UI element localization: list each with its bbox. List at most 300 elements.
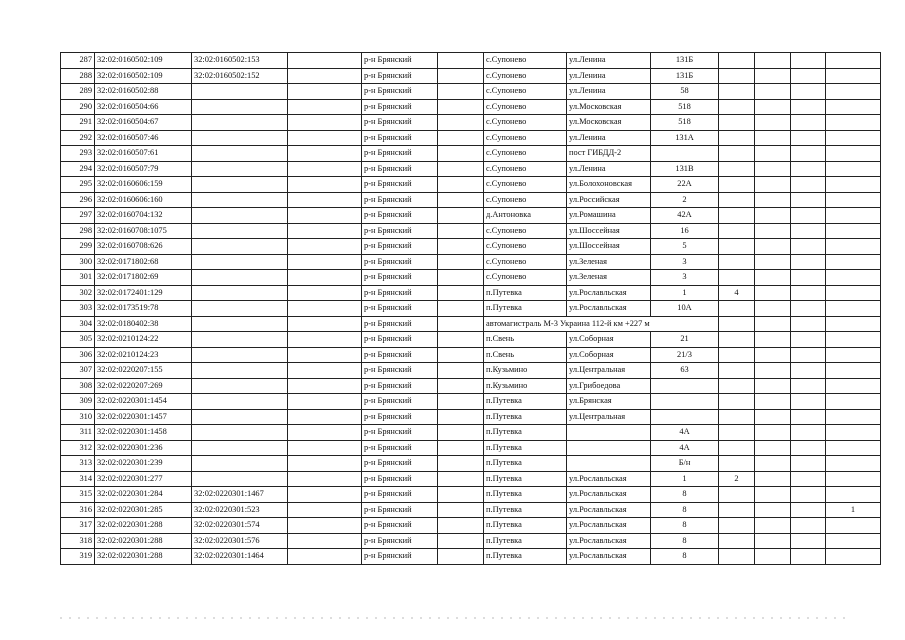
cell-locality: с.Супонево bbox=[484, 99, 567, 115]
cell-blank-col-2 bbox=[438, 161, 484, 177]
cell-blank-col bbox=[288, 115, 362, 131]
cell-district: р-н Брянский bbox=[362, 53, 438, 69]
cell-street: ул.Ленина bbox=[567, 130, 651, 146]
cell-street bbox=[567, 456, 651, 472]
cell-locality: с.Супонево bbox=[484, 177, 567, 193]
cell-linked-cadastral-number: 32:02:0160502:152 bbox=[192, 68, 288, 84]
cell-extra-col-1 bbox=[719, 270, 755, 286]
cell-extra-col-4 bbox=[826, 285, 881, 301]
cell-extra-col-2 bbox=[755, 84, 791, 100]
cell-locality: п.Путевка bbox=[484, 518, 567, 534]
table-body bbox=[61, 53, 881, 565]
cell-extra-col-1 bbox=[719, 332, 755, 348]
table-row bbox=[61, 177, 881, 193]
cell-blank-col-2 bbox=[438, 409, 484, 425]
cell-blank-col-2 bbox=[438, 502, 484, 518]
cell-blank-col bbox=[288, 239, 362, 255]
cell-extra-col-4 bbox=[826, 533, 881, 549]
cell-district: р-н Брянский bbox=[362, 270, 438, 286]
cell-extra-col-1 bbox=[719, 425, 755, 441]
cell-row-number: 290 bbox=[61, 99, 95, 115]
cell-extra-col-4 bbox=[826, 208, 881, 224]
cell-district: р-н Брянский bbox=[362, 146, 438, 162]
cell-district: р-н Брянский bbox=[362, 99, 438, 115]
cell-blank-col-2 bbox=[438, 332, 484, 348]
cell-blank-col bbox=[288, 549, 362, 565]
cell-blank-col bbox=[288, 456, 362, 472]
cell-row-number: 315 bbox=[61, 487, 95, 503]
cell-linked-cadastral-number: 32:02:0220301:574 bbox=[192, 518, 288, 534]
table-row bbox=[61, 549, 881, 565]
cell-extra-col-1 bbox=[719, 208, 755, 224]
cell-cadastral-number: 32:02:0210124:22 bbox=[95, 332, 192, 348]
cell-linked-cadastral-number bbox=[192, 363, 288, 379]
cell-cadastral-number: 32:02:0220301:1454 bbox=[95, 394, 192, 410]
cell-cadastral-number: 32:02:0220301:284 bbox=[95, 487, 192, 503]
cell-extra-col-2 bbox=[755, 316, 791, 332]
cell-cadastral-number: 32:02:0172401:129 bbox=[95, 285, 192, 301]
cell-extra-col-4 bbox=[826, 115, 881, 131]
cell-extra-col-3 bbox=[791, 378, 826, 394]
cell-district: р-н Брянский bbox=[362, 425, 438, 441]
cell-locality: п.Путевка bbox=[484, 471, 567, 487]
cell-cadastral-number: 32:02:0220301:285 bbox=[95, 502, 192, 518]
cell-street: ул.Центральная bbox=[567, 409, 651, 425]
table-row bbox=[61, 316, 881, 332]
cell-extra-col-3 bbox=[791, 440, 826, 456]
cell-row-number: 311 bbox=[61, 425, 95, 441]
cell-cadastral-number: 32:02:0160507:46 bbox=[95, 130, 192, 146]
cell-cadastral-number: 32:02:0220301:1457 bbox=[95, 409, 192, 425]
cell-street: ул.Рославльская bbox=[567, 285, 651, 301]
cell-locality: автомагистраль М-3 Украина 112-й км +227 м bbox=[484, 316, 719, 332]
cell-extra-col-3 bbox=[791, 192, 826, 208]
cell-extra-col-4 bbox=[826, 409, 881, 425]
cell-row-number: 293 bbox=[61, 146, 95, 162]
cell-linked-cadastral-number bbox=[192, 378, 288, 394]
cell-cadastral-number: 32:02:0220207:155 bbox=[95, 363, 192, 379]
cell-district: р-н Брянский bbox=[362, 332, 438, 348]
cell-extra-col-2 bbox=[755, 471, 791, 487]
cell-house-number bbox=[651, 394, 719, 410]
cell-cadastral-number: 32:02:0220301:239 bbox=[95, 456, 192, 472]
cell-cadastral-number: 32:02:0160504:66 bbox=[95, 99, 192, 115]
cell-extra-col-4 bbox=[826, 487, 881, 503]
table-row bbox=[61, 53, 881, 69]
cell-blank-col bbox=[288, 254, 362, 270]
cell-row-number: 299 bbox=[61, 239, 95, 255]
cell-house-number: 131Б bbox=[651, 68, 719, 84]
cell-extra-col-2 bbox=[755, 409, 791, 425]
table-row bbox=[61, 146, 881, 162]
cell-extra-col-1 bbox=[719, 146, 755, 162]
cell-blank-col bbox=[288, 394, 362, 410]
cell-linked-cadastral-number bbox=[192, 208, 288, 224]
cell-extra-col-1 bbox=[719, 316, 755, 332]
cell-district: р-н Брянский bbox=[362, 502, 438, 518]
cell-district: р-н Брянский bbox=[362, 161, 438, 177]
table-row bbox=[61, 192, 881, 208]
cell-extra-col-3 bbox=[791, 549, 826, 565]
cell-extra-col-3 bbox=[791, 409, 826, 425]
cell-extra-col-4 bbox=[826, 456, 881, 472]
cell-blank-col bbox=[288, 363, 362, 379]
cell-row-number: 317 bbox=[61, 518, 95, 534]
cell-cadastral-number: 32:02:0160502:109 bbox=[95, 53, 192, 69]
cell-cadastral-number: 32:02:0173519:78 bbox=[95, 301, 192, 317]
cell-extra-col-1 bbox=[719, 84, 755, 100]
cell-extra-col-1 bbox=[719, 363, 755, 379]
cell-extra-col-1 bbox=[719, 53, 755, 69]
cell-district: р-н Брянский bbox=[362, 115, 438, 131]
cell-house-number: 131Б bbox=[651, 53, 719, 69]
cell-cadastral-number: 32:02:0220301:236 bbox=[95, 440, 192, 456]
cell-blank-col-2 bbox=[438, 130, 484, 146]
cell-cadastral-number: 32:02:0160502:88 bbox=[95, 84, 192, 100]
cell-linked-cadastral-number bbox=[192, 146, 288, 162]
cell-extra-col-1: 4 bbox=[719, 285, 755, 301]
cell-blank-col bbox=[288, 84, 362, 100]
cell-locality: п.Путевка bbox=[484, 456, 567, 472]
cell-extra-col-3 bbox=[791, 316, 826, 332]
cell-blank-col-2 bbox=[438, 533, 484, 549]
cell-extra-col-3 bbox=[791, 99, 826, 115]
cell-extra-col-2 bbox=[755, 394, 791, 410]
cell-house-number: 518 bbox=[651, 115, 719, 131]
cell-extra-col-1 bbox=[719, 440, 755, 456]
cell-row-number: 301 bbox=[61, 270, 95, 286]
cell-locality: с.Супонево bbox=[484, 84, 567, 100]
cell-district: р-н Брянский bbox=[362, 394, 438, 410]
cell-extra-col-1 bbox=[719, 409, 755, 425]
cell-extra-col-2 bbox=[755, 487, 791, 503]
cell-locality: п.Свень bbox=[484, 332, 567, 348]
cell-extra-col-4 bbox=[826, 99, 881, 115]
cell-extra-col-3 bbox=[791, 84, 826, 100]
cell-extra-col-1 bbox=[719, 502, 755, 518]
cell-cadastral-number: 32:02:0160708:1075 bbox=[95, 223, 192, 239]
cell-extra-col-4 bbox=[826, 177, 881, 193]
cell-extra-col-3 bbox=[791, 425, 826, 441]
cell-extra-col-2 bbox=[755, 254, 791, 270]
cell-street: пост ГИБДД-2 bbox=[567, 146, 651, 162]
cell-extra-col-2 bbox=[755, 99, 791, 115]
cell-blank-col bbox=[288, 285, 362, 301]
table-row bbox=[61, 84, 881, 100]
cell-locality: п.Путевка bbox=[484, 533, 567, 549]
cell-extra-col-2 bbox=[755, 270, 791, 286]
cell-locality: п.Путевка bbox=[484, 549, 567, 565]
cell-linked-cadastral-number bbox=[192, 440, 288, 456]
cell-blank-col-2 bbox=[438, 471, 484, 487]
cell-extra-col-2 bbox=[755, 456, 791, 472]
cell-row-number: 292 bbox=[61, 130, 95, 146]
cell-blank-col bbox=[288, 378, 362, 394]
cell-district: р-н Брянский bbox=[362, 347, 438, 363]
cell-street bbox=[567, 425, 651, 441]
cell-extra-col-2 bbox=[755, 192, 791, 208]
cell-extra-col-4: 1 bbox=[826, 502, 881, 518]
scan-artifact-line bbox=[60, 617, 850, 619]
cell-extra-col-4 bbox=[826, 394, 881, 410]
cell-extra-col-1 bbox=[719, 99, 755, 115]
cell-extra-col-4 bbox=[826, 316, 881, 332]
cell-district: р-н Брянский bbox=[362, 285, 438, 301]
cell-cadastral-number: 32:02:0220301:288 bbox=[95, 518, 192, 534]
cell-street: ул.Рославльская bbox=[567, 487, 651, 503]
cell-locality: с.Супонево bbox=[484, 239, 567, 255]
cell-blank-col-2 bbox=[438, 270, 484, 286]
cell-house-number: 58 bbox=[651, 84, 719, 100]
cell-extra-col-1 bbox=[719, 68, 755, 84]
cell-row-number: 309 bbox=[61, 394, 95, 410]
cell-linked-cadastral-number bbox=[192, 161, 288, 177]
cell-blank-col-2 bbox=[438, 425, 484, 441]
cell-linked-cadastral-number bbox=[192, 84, 288, 100]
cell-street: ул.Рославльская bbox=[567, 471, 651, 487]
cell-blank-col-2 bbox=[438, 84, 484, 100]
cell-row-number: 312 bbox=[61, 440, 95, 456]
cell-linked-cadastral-number bbox=[192, 285, 288, 301]
cell-blank-col bbox=[288, 270, 362, 286]
cell-extra-col-3 bbox=[791, 161, 826, 177]
cell-house-number: 2 bbox=[651, 192, 719, 208]
cell-row-number: 289 bbox=[61, 84, 95, 100]
cell-extra-col-2 bbox=[755, 130, 791, 146]
cell-extra-col-1 bbox=[719, 223, 755, 239]
cell-house-number: 5 bbox=[651, 239, 719, 255]
cell-blank-col bbox=[288, 177, 362, 193]
cell-blank-col-2 bbox=[438, 347, 484, 363]
cell-extra-col-4 bbox=[826, 378, 881, 394]
table-row bbox=[61, 223, 881, 239]
cell-extra-col-4 bbox=[826, 301, 881, 317]
cell-row-number: 304 bbox=[61, 316, 95, 332]
cell-cadastral-number: 32:02:0160507:61 bbox=[95, 146, 192, 162]
cell-extra-col-4 bbox=[826, 223, 881, 239]
cell-linked-cadastral-number bbox=[192, 332, 288, 348]
cell-extra-col-4 bbox=[826, 440, 881, 456]
cell-locality: п.Путевка bbox=[484, 409, 567, 425]
cell-row-number: 313 bbox=[61, 456, 95, 472]
cell-street: ул.Рославльская bbox=[567, 549, 651, 565]
cell-extra-col-4 bbox=[826, 84, 881, 100]
cell-linked-cadastral-number bbox=[192, 270, 288, 286]
cell-row-number: 295 bbox=[61, 177, 95, 193]
cell-street: ул.Московская bbox=[567, 115, 651, 131]
cell-cadastral-number: 32:02:0220301:277 bbox=[95, 471, 192, 487]
cell-blank-col bbox=[288, 533, 362, 549]
cell-row-number: 310 bbox=[61, 409, 95, 425]
table-row bbox=[61, 471, 881, 487]
cell-street: ул.Рославльская bbox=[567, 533, 651, 549]
cell-linked-cadastral-number bbox=[192, 456, 288, 472]
cell-locality: п.Путевка bbox=[484, 301, 567, 317]
cell-street: ул.Соборная bbox=[567, 332, 651, 348]
cell-locality: п.Путевка bbox=[484, 440, 567, 456]
cell-street: ул.Московская bbox=[567, 99, 651, 115]
cell-extra-col-4 bbox=[826, 518, 881, 534]
cell-street: ул.Ленина bbox=[567, 161, 651, 177]
cell-extra-col-1 bbox=[719, 456, 755, 472]
cell-linked-cadastral-number bbox=[192, 177, 288, 193]
table-row bbox=[61, 394, 881, 410]
cell-linked-cadastral-number: 32:02:0220301:523 bbox=[192, 502, 288, 518]
cell-house-number bbox=[651, 409, 719, 425]
cell-row-number: 306 bbox=[61, 347, 95, 363]
cell-linked-cadastral-number bbox=[192, 409, 288, 425]
cell-house-number: Б/н bbox=[651, 456, 719, 472]
cell-extra-col-1 bbox=[719, 533, 755, 549]
cell-extra-col-3 bbox=[791, 239, 826, 255]
cell-cadastral-number: 32:02:0210124:23 bbox=[95, 347, 192, 363]
cell-row-number: 291 bbox=[61, 115, 95, 131]
cell-street: ул.Рославльская bbox=[567, 502, 651, 518]
cell-house-number: 131А bbox=[651, 130, 719, 146]
cell-extra-col-4 bbox=[826, 254, 881, 270]
cell-extra-col-3 bbox=[791, 533, 826, 549]
cell-extra-col-3 bbox=[791, 394, 826, 410]
cell-street: ул.Соборная bbox=[567, 347, 651, 363]
cell-street: ул.Ленина bbox=[567, 84, 651, 100]
cell-cadastral-number: 32:02:0160507:79 bbox=[95, 161, 192, 177]
cell-linked-cadastral-number bbox=[192, 192, 288, 208]
cell-locality: п.Путевка bbox=[484, 425, 567, 441]
cell-extra-col-1 bbox=[719, 487, 755, 503]
table-row bbox=[61, 285, 881, 301]
cell-blank-col bbox=[288, 146, 362, 162]
cell-blank-col bbox=[288, 347, 362, 363]
cell-extra-col-2 bbox=[755, 347, 791, 363]
cell-cadastral-number: 32:02:0220301:288 bbox=[95, 533, 192, 549]
cell-extra-col-2 bbox=[755, 177, 791, 193]
cell-linked-cadastral-number bbox=[192, 239, 288, 255]
cell-extra-col-2 bbox=[755, 533, 791, 549]
cell-blank-col bbox=[288, 301, 362, 317]
cell-extra-col-3 bbox=[791, 332, 826, 348]
cell-locality: с.Супонево bbox=[484, 254, 567, 270]
cell-house-number: 10А bbox=[651, 301, 719, 317]
cell-blank-col bbox=[288, 471, 362, 487]
table-row bbox=[61, 456, 881, 472]
cell-row-number: 294 bbox=[61, 161, 95, 177]
cell-linked-cadastral-number: 32:02:0220301:576 bbox=[192, 533, 288, 549]
cell-extra-col-2 bbox=[755, 223, 791, 239]
cell-extra-col-3 bbox=[791, 254, 826, 270]
cell-house-number: 1 bbox=[651, 471, 719, 487]
table-row bbox=[61, 347, 881, 363]
cell-blank-col-2 bbox=[438, 487, 484, 503]
cell-house-number: 518 bbox=[651, 99, 719, 115]
cell-row-number: 296 bbox=[61, 192, 95, 208]
cell-linked-cadastral-number bbox=[192, 301, 288, 317]
cell-row-number: 298 bbox=[61, 223, 95, 239]
cell-extra-col-1 bbox=[719, 254, 755, 270]
cell-linked-cadastral-number: 32:02:0220301:1464 bbox=[192, 549, 288, 565]
cell-district: р-н Брянский bbox=[362, 239, 438, 255]
cell-house-number: 21/3 bbox=[651, 347, 719, 363]
cell-linked-cadastral-number bbox=[192, 471, 288, 487]
cell-street: ул.Зеленая bbox=[567, 270, 651, 286]
cell-extra-col-4 bbox=[826, 270, 881, 286]
cell-extra-col-2 bbox=[755, 285, 791, 301]
cell-extra-col-2 bbox=[755, 549, 791, 565]
cell-street: ул.Брянская bbox=[567, 394, 651, 410]
cell-house-number: 131В bbox=[651, 161, 719, 177]
register-table-container bbox=[60, 52, 856, 565]
cell-extra-col-3 bbox=[791, 487, 826, 503]
cell-locality: с.Супонево bbox=[484, 130, 567, 146]
cell-extra-col-3 bbox=[791, 53, 826, 69]
cell-blank-col-2 bbox=[438, 378, 484, 394]
cell-blank-col bbox=[288, 316, 362, 332]
cell-extra-col-3 bbox=[791, 223, 826, 239]
cell-district: р-н Брянский bbox=[362, 378, 438, 394]
cell-row-number: 314 bbox=[61, 471, 95, 487]
cell-locality: п.Путевка bbox=[484, 285, 567, 301]
cell-row-number: 316 bbox=[61, 502, 95, 518]
cell-district: р-н Брянский bbox=[362, 177, 438, 193]
cell-row-number: 308 bbox=[61, 378, 95, 394]
cell-house-number bbox=[651, 146, 719, 162]
cell-blank-col bbox=[288, 502, 362, 518]
table-row bbox=[61, 301, 881, 317]
cell-cadastral-number: 32:02:0171802:69 bbox=[95, 270, 192, 286]
cell-street: ул.Рославльская bbox=[567, 518, 651, 534]
cell-district: р-н Брянский bbox=[362, 518, 438, 534]
cell-blank-col bbox=[288, 53, 362, 69]
cell-extra-col-2 bbox=[755, 425, 791, 441]
cell-extra-col-4 bbox=[826, 332, 881, 348]
table-row bbox=[61, 440, 881, 456]
table-row bbox=[61, 425, 881, 441]
cell-extra-col-2 bbox=[755, 53, 791, 69]
cell-extra-col-4 bbox=[826, 239, 881, 255]
cell-blank-col-2 bbox=[438, 316, 484, 332]
cell-locality: с.Супонево bbox=[484, 161, 567, 177]
cell-blank-col bbox=[288, 223, 362, 239]
cell-extra-col-3 bbox=[791, 471, 826, 487]
cell-linked-cadastral-number bbox=[192, 254, 288, 270]
cell-blank-col bbox=[288, 99, 362, 115]
cell-blank-col-2 bbox=[438, 192, 484, 208]
cell-locality: с.Супонево bbox=[484, 146, 567, 162]
table-row bbox=[61, 270, 881, 286]
cell-row-number: 303 bbox=[61, 301, 95, 317]
cell-blank-col-2 bbox=[438, 53, 484, 69]
cell-extra-col-1: 2 bbox=[719, 471, 755, 487]
table-row bbox=[61, 332, 881, 348]
cell-extra-col-2 bbox=[755, 146, 791, 162]
cell-street: ул.Ромашина bbox=[567, 208, 651, 224]
cell-extra-col-4 bbox=[826, 68, 881, 84]
cell-extra-col-2 bbox=[755, 502, 791, 518]
table-row bbox=[61, 254, 881, 270]
cell-district: р-н Брянский bbox=[362, 84, 438, 100]
cell-blank-col bbox=[288, 409, 362, 425]
cell-blank-col-2 bbox=[438, 208, 484, 224]
cell-locality: д.Антоновка bbox=[484, 208, 567, 224]
cell-blank-col-2 bbox=[438, 177, 484, 193]
cell-cadastral-number: 32:02:0220301:288 bbox=[95, 549, 192, 565]
cell-cadastral-number: 32:02:0160504:67 bbox=[95, 115, 192, 131]
cell-locality: п.Путевка bbox=[484, 487, 567, 503]
cell-blank-col-2 bbox=[438, 99, 484, 115]
cell-locality: п.Кузьмино bbox=[484, 363, 567, 379]
cell-blank-col bbox=[288, 518, 362, 534]
cell-blank-col-2 bbox=[438, 394, 484, 410]
cell-house-number: 22А bbox=[651, 177, 719, 193]
